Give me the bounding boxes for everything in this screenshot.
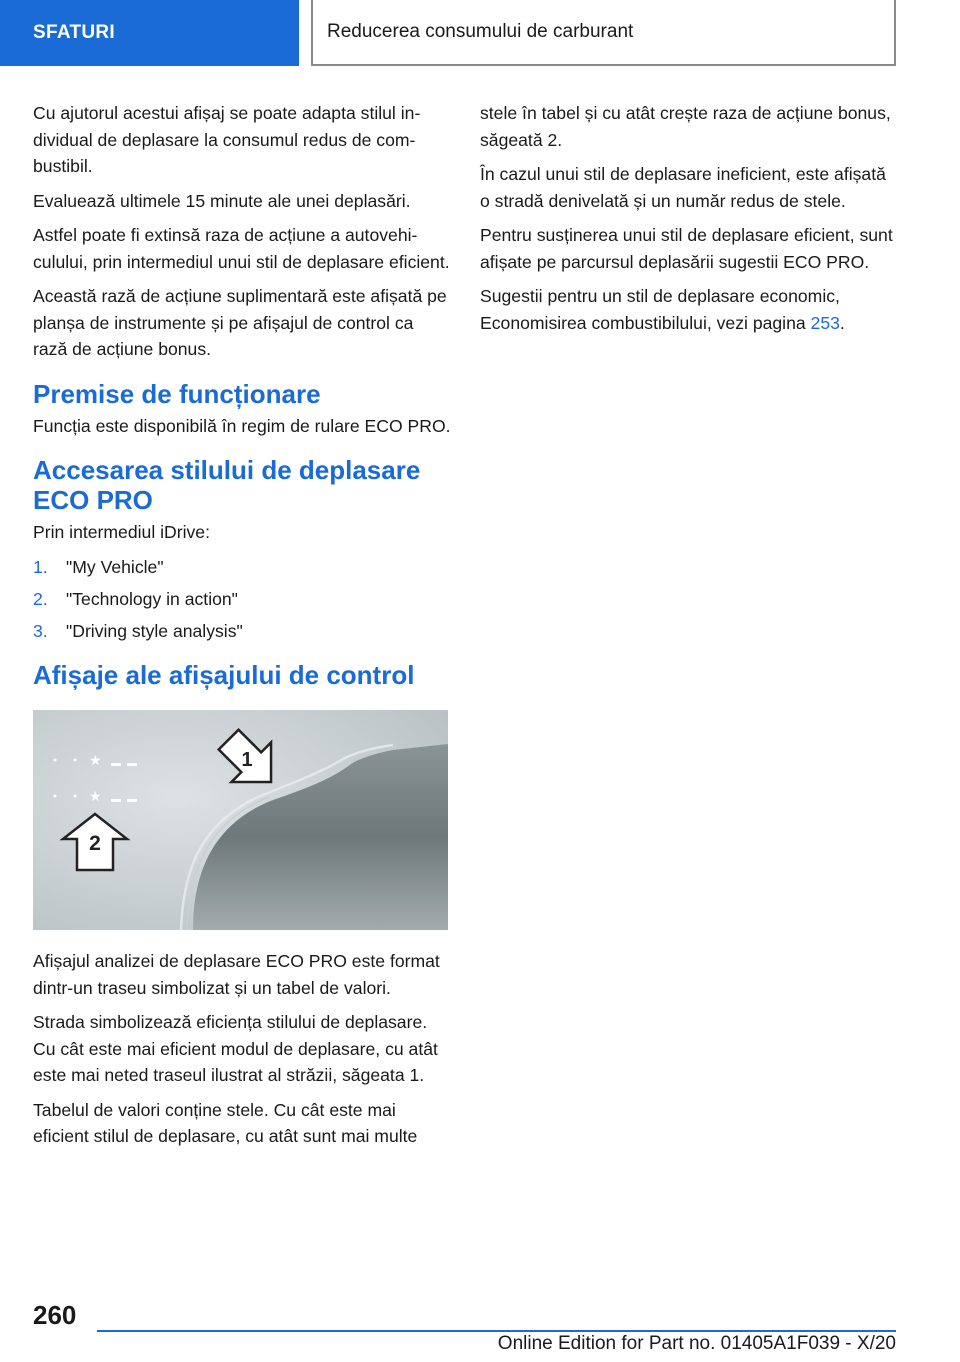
list-item xyxy=(33,618,451,645)
page-header xyxy=(0,0,960,66)
table-dot xyxy=(54,759,57,762)
list-item xyxy=(33,554,451,581)
step-number: 2. xyxy=(33,588,48,609)
paragraph-text: Sugestii pentru un stil de deplasare economic, Economisirea combustibilului, vezi pagina xyxy=(480,286,840,333)
star-icon: ★ xyxy=(89,753,102,769)
paragraph: Funcția este disponibilă în regim de rulare ECO PRO. xyxy=(33,415,451,436)
paragraph: Pentru susținerea unui stil de deplasare eficient, sunt afișate pe parcursul deplasării sugestii ECO PRO. xyxy=(480,225,893,272)
paragraph: În cazul unui stil de deplasare ineficient, este afișată o stradă denivelată și un număr redus de stele. xyxy=(480,164,886,211)
step-list xyxy=(33,554,451,645)
table-dash xyxy=(111,763,121,766)
paragraph: Tabelul de valori conține stele. Cu cât este mai eficient stilul de deplasare, cu atât sunt mai multe xyxy=(33,1099,418,1146)
list-item xyxy=(33,586,451,613)
step-text: "My Vehicle" xyxy=(66,556,164,577)
eco-pro-display-figure xyxy=(33,710,448,930)
table-dash xyxy=(127,799,137,802)
paragraph xyxy=(480,283,896,336)
edition-text: Online Edition for Part no. 01405A1F039 - X/20 xyxy=(497,1333,896,1354)
step-text: "Driving style analysis" xyxy=(66,620,243,641)
step-number: 1. xyxy=(33,556,48,577)
heading-premise: Premise de funcționare xyxy=(33,378,321,409)
heading-accesare: Accesarea stilului de deplasare ECO PRO xyxy=(33,455,421,515)
paragraph: Astfel poate fi extinsă raza de acțiune a autovehiculului, prin intermediul unui stil de deplasare eficient. xyxy=(33,225,450,272)
paragraph-end: . xyxy=(839,312,845,333)
page-number: 260 xyxy=(33,1300,77,1330)
paragraph: Afișajul analizei de deplasare ECO PRO este format dintr-un traseu simbolizat și un tabel de valori. xyxy=(33,951,440,998)
step-number: 3. xyxy=(33,620,48,641)
table-dot xyxy=(74,795,77,798)
footer-edition xyxy=(498,1333,896,1355)
star-icon: ★ xyxy=(89,789,102,805)
right-column xyxy=(480,100,896,344)
section-tab: SFATURI xyxy=(0,0,299,66)
left-column xyxy=(33,100,451,1158)
chapter-title: Reducerea consumului de carburant xyxy=(311,0,896,66)
footer-divider xyxy=(97,1330,896,1332)
table-dash xyxy=(127,763,137,766)
paragraph: Prin intermediul iDrive: xyxy=(33,522,210,542)
arrow-1-label: 1 xyxy=(241,749,253,771)
arrow-2-label: 2 xyxy=(89,832,101,855)
table-dot xyxy=(74,759,77,762)
step-text: "Technology in action" xyxy=(66,588,238,609)
paragraph: Strada simbolizează eficiența stilului de deplasare. Cu cât este mai eficient modul de deplasare, cu atât este mai neted traseul ilustrat al străzii, săgeata 1. xyxy=(33,1012,438,1085)
paragraph: stele în tabel și cu atât crește raza de acțiune bonus, săgeată 2. xyxy=(480,103,891,150)
heading-afisaje: Afișaje ale afișajului de control xyxy=(33,660,415,690)
table-dash xyxy=(111,799,121,802)
paragraph: Această rază de acțiune suplimentară este afișată pe planșa de instrumente și pe afișajul de control ca rază de acțiune bonus. xyxy=(33,286,447,359)
table-dot xyxy=(54,795,57,798)
paragraph: Evaluează ultimele 15 minute ale unei deplasări. xyxy=(33,190,411,211)
paragraph: Cu ajutorul acestui afișaj se poate adapta stilul individual de deplasare la consumul redus de combustibil. xyxy=(33,103,421,176)
page-link[interactable]: 253 xyxy=(810,312,840,333)
